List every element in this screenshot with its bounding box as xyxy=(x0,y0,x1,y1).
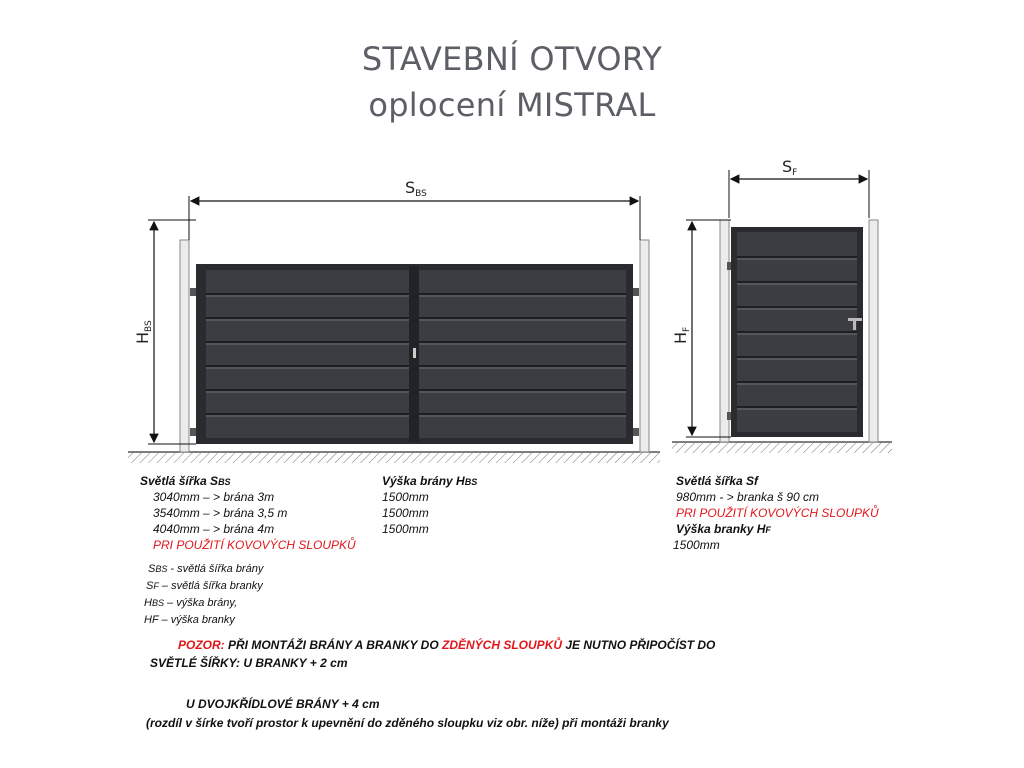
left-post xyxy=(180,240,189,452)
hinge xyxy=(190,288,196,296)
gate-height-row: 1500mm xyxy=(382,506,429,520)
page-subtitle: oplocení MISTRAL xyxy=(368,86,656,124)
gate-width-row: 4040mm – > brána 4m xyxy=(153,522,275,536)
hinge xyxy=(633,428,639,436)
hinge xyxy=(190,428,196,436)
right-post xyxy=(640,240,649,452)
wicket-width-label: SF xyxy=(782,157,798,178)
gate-width-row: 3040mm – > brána 3m xyxy=(153,490,275,504)
legend-item: SBS - světlá šířka brány xyxy=(148,563,264,575)
gate-leaf-right xyxy=(419,270,626,438)
wicket-left-post xyxy=(720,220,729,442)
page-title: STAVEBNÍ OTVORY xyxy=(361,40,663,78)
ground-hatch xyxy=(672,443,892,453)
gate-lock xyxy=(413,348,416,358)
warning-line-2: SVĚTLÉ ŠÍŘKY: U BRANKY + 2 cm xyxy=(150,656,348,670)
gate-height-label: HBS xyxy=(133,320,154,344)
legend-item: HF – výška branky xyxy=(144,614,235,626)
gate-height-row: 1500mm xyxy=(382,522,429,536)
legend-item: SF – světlá šířka branky xyxy=(146,580,263,592)
warning-line-4: (rozdíl v šírke tvoří prostor k upevnění do zděného sloupku viz obr. níže) při montáži branky xyxy=(146,716,669,730)
hinge xyxy=(633,288,639,296)
wicket-right-post xyxy=(869,220,878,442)
gate-height-heading: Výška brány HBS xyxy=(382,474,478,488)
gate-height-row: 1500mm xyxy=(382,490,429,504)
gate-leaf-left xyxy=(206,270,409,438)
warning-line-3: U DVOJKŘÍDLOVÉ BRÁNY + 4 cm xyxy=(186,697,380,711)
legend-item: HBS – výška brány, xyxy=(144,597,238,609)
gate-width-row: 3540mm – > brána 3,5 m xyxy=(153,506,288,520)
warning-line-1: POZOR: PŘI MONTÁŽI BRÁNY A BRANKY DO ZDĚNÝCH SLOUPKŮ JE NUTNO PŘIPOČÍST DO xyxy=(178,638,716,652)
ground-hatch xyxy=(128,453,660,463)
double-gate xyxy=(128,240,660,463)
wicket-height-label: HF xyxy=(671,326,692,344)
hinge xyxy=(727,412,731,420)
wicket-width-heading: Světlá šířka Sf xyxy=(676,474,759,488)
wicket-lock xyxy=(853,320,856,330)
wicket-metal-post-note: PRI POUŽITÍ KOVOVÝCH SLOUPKŮ xyxy=(676,506,879,520)
gate-width-heading: Světlá šířka SBS xyxy=(140,474,231,488)
wicket-gate xyxy=(672,220,892,453)
wicket-height-value: 1500mm xyxy=(673,538,720,552)
gate-metal-post-note: PRI POUŽITÍ KOVOVÝCH SLOUPKŮ xyxy=(153,538,356,552)
wicket-height-heading: Výška branky HF xyxy=(676,522,771,536)
gate-width-label: SBS xyxy=(405,178,427,199)
hinge xyxy=(727,262,731,270)
wicket-width-row: 980mm - > branka š 90 cm xyxy=(676,490,820,504)
